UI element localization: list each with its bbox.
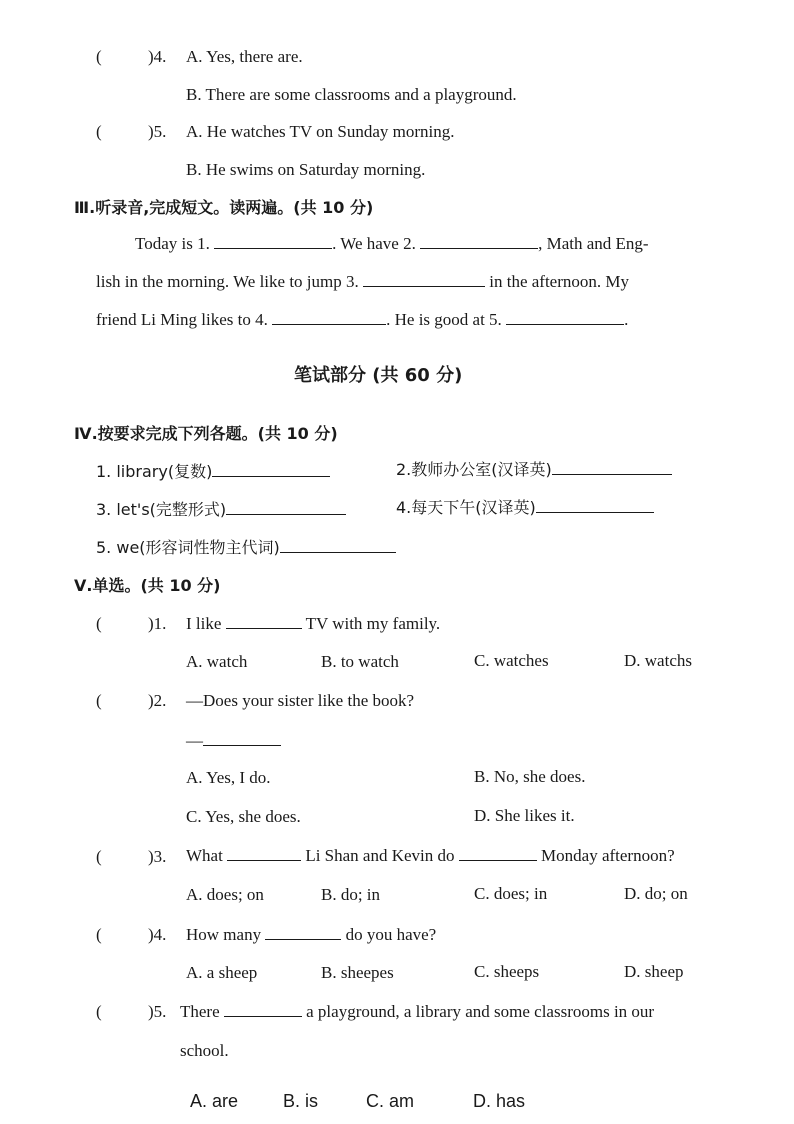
answer-blank[interactable] <box>214 234 332 249</box>
passage-line <box>96 271 629 293</box>
option-b: B. He swims on Saturday morning. <box>186 160 426 179</box>
option-c: C. watches <box>474 651 549 670</box>
dash: — <box>186 731 203 750</box>
answer-blank[interactable] <box>272 310 386 325</box>
answer-blank[interactable] <box>459 846 537 861</box>
bracket: ( <box>96 1002 102 1021</box>
answer-blank[interactable] <box>226 500 346 515</box>
option-c: C. am <box>366 1091 415 1111</box>
bracket: ( <box>96 122 102 141</box>
answer-blank[interactable] <box>226 614 302 629</box>
question-stem <box>180 1001 654 1023</box>
answer-blank[interactable] <box>212 462 330 477</box>
option-c: C. does; in <box>474 884 548 903</box>
passage-text: lish in the morning. We like to jump 3. <box>96 272 359 291</box>
answer-blank[interactable] <box>280 538 396 553</box>
option-a: A. He watches TV on Sunday morning. <box>186 122 455 141</box>
item-label: 4.每天下午(汉译英) <box>396 498 536 517</box>
answer-line <box>186 730 281 752</box>
option-a: A. Yes, there are. <box>186 47 303 66</box>
question-stem <box>186 924 436 946</box>
stem-text: do you have? <box>345 925 437 944</box>
bracket: ( <box>96 691 102 710</box>
question-number: )4. <box>148 925 167 944</box>
option-d: D. watchs <box>624 651 692 670</box>
item-label: 3. let's(完整形式) <box>96 500 227 519</box>
stem-text: I like <box>186 614 222 633</box>
answer-blank[interactable] <box>536 498 654 513</box>
question-number: )3. <box>148 847 167 866</box>
answer-blank[interactable] <box>552 460 672 475</box>
passage-text: , Math and Eng- <box>538 234 649 253</box>
section-heading: Ⅴ.单选。(共 10 分) <box>74 576 221 595</box>
option-a: A. are <box>190 1091 239 1111</box>
question-number: )4. <box>148 47 167 66</box>
option-d: D. She likes it. <box>474 806 575 825</box>
passage-text: Today is 1. <box>135 234 210 253</box>
option-a: A. does; on <box>186 885 264 904</box>
stem-text: a playground, a library and some classrooms in our <box>306 1002 655 1021</box>
fill-item <box>396 497 654 519</box>
option-d: D. do; on <box>624 884 688 903</box>
stem-text: TV with my family. <box>305 614 441 633</box>
answer-blank[interactable] <box>363 272 485 287</box>
bracket: ( <box>96 847 102 866</box>
option-c: C. sheeps <box>474 962 540 981</box>
bracket: ( <box>96 925 102 944</box>
option-b: B. There are some classrooms and a playground. <box>186 85 517 104</box>
passage-text: . He is good at 5. <box>386 310 502 329</box>
question-stem-cont: school. <box>180 1041 229 1060</box>
stem-text: Monday afternoon? <box>541 846 675 865</box>
answer-blank[interactable] <box>224 1002 302 1017</box>
passage-text: in the afternoon. My <box>489 272 629 291</box>
question-stem: —Does your sister like the book? <box>186 691 415 710</box>
option-b: B. No, she does. <box>474 767 586 786</box>
option-b: B. do; in <box>321 885 381 904</box>
fill-item <box>96 461 330 483</box>
passage-text: . <box>624 310 629 329</box>
passage-text: friend Li Ming likes to 4. <box>96 310 268 329</box>
option-d: D. has <box>473 1091 526 1111</box>
item-label: 2.教师办公室(汉译英) <box>396 460 552 479</box>
option-a: A. Yes, I do. <box>186 768 271 787</box>
answer-blank[interactable] <box>265 925 341 940</box>
option-b: B. sheepes <box>321 963 394 982</box>
answer-blank[interactable] <box>227 846 301 861</box>
section-heading: Ⅲ.听录音,完成短文。读两遍。(共 10 分) <box>74 198 374 217</box>
stem-text: What <box>186 846 223 865</box>
option-a: A. watch <box>186 652 248 671</box>
option-d: D. sheep <box>624 962 684 981</box>
fill-item <box>96 537 396 559</box>
option-c: C. Yes, she does. <box>186 807 301 826</box>
answer-blank[interactable] <box>506 310 624 325</box>
fill-item <box>96 499 346 521</box>
section-heading: Ⅳ.按要求完成下列各题。(共 10 分) <box>74 424 338 443</box>
answer-blank[interactable] <box>420 234 538 249</box>
question-number: )2. <box>148 691 167 710</box>
stem-text: Li Shan and Kevin do <box>305 846 455 865</box>
option-a: A. a sheep <box>186 963 258 982</box>
question-number: )5. <box>148 1002 167 1021</box>
item-label: 1. library(复数) <box>96 462 213 481</box>
bracket: ( <box>96 47 102 66</box>
option-b: B. to watch <box>321 652 399 671</box>
stem-text: There <box>180 1002 220 1021</box>
answer-blank[interactable] <box>203 731 281 746</box>
option-b: B. is <box>283 1091 319 1111</box>
question-number: )1. <box>148 614 167 633</box>
bracket: ( <box>96 614 102 633</box>
part-title: 笔试部分 (共 60 分) <box>294 365 463 386</box>
question-number: )5. <box>148 122 167 141</box>
passage-text: . We have 2. <box>332 234 416 253</box>
question-stem <box>186 613 440 635</box>
question-stem <box>186 845 675 867</box>
passage-line <box>135 233 649 255</box>
item-label: 5. we(形容词性物主代词) <box>96 538 280 557</box>
passage-line <box>96 309 628 331</box>
stem-text: How many <box>186 925 262 944</box>
fill-item <box>396 459 672 481</box>
